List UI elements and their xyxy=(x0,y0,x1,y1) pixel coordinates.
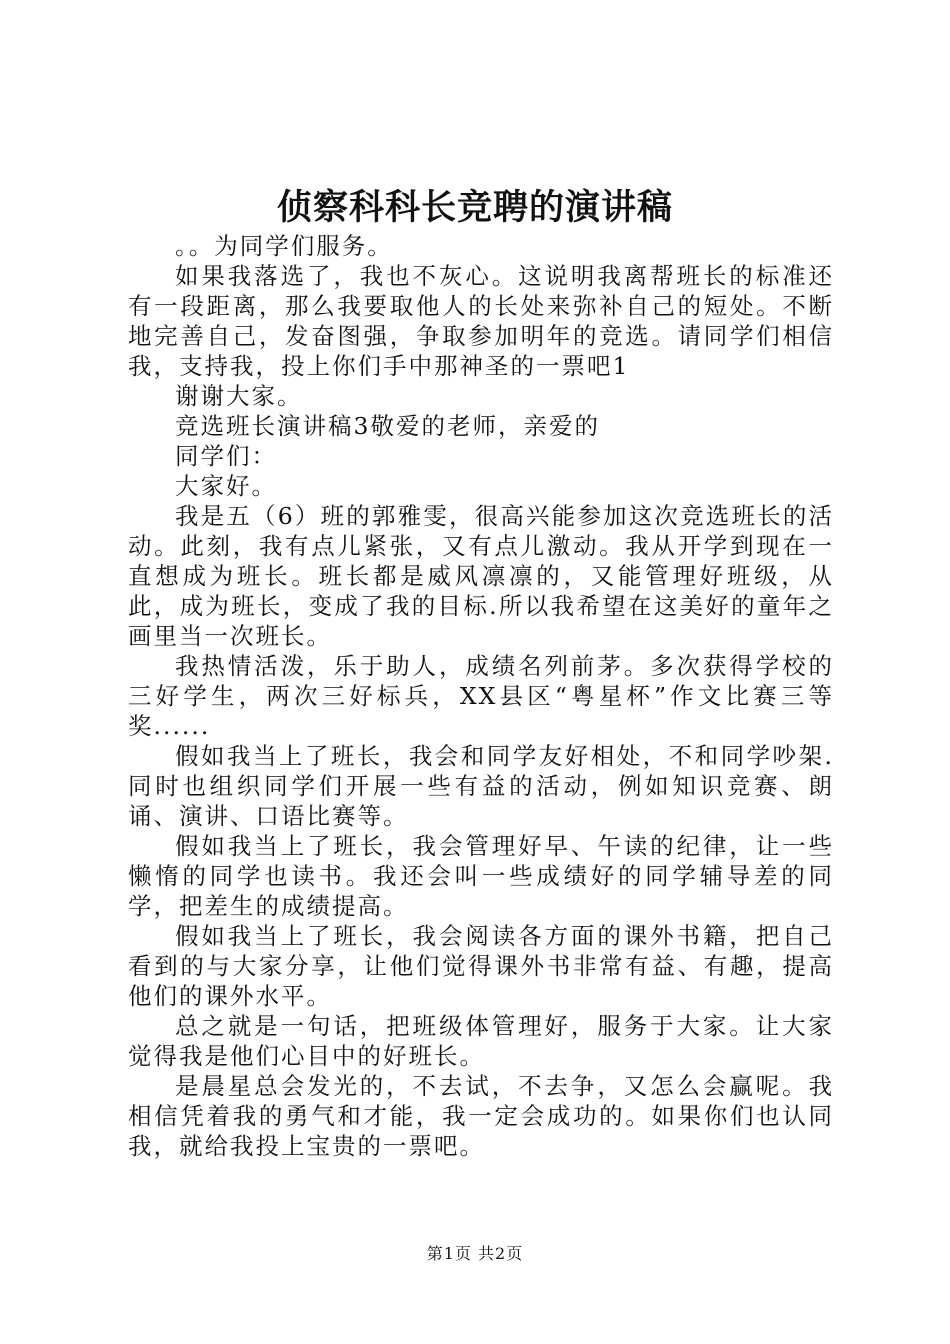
paragraph: 我热情活泼，乐于助人，成绩名列前茅。多次获得学校的三好学生，两次三好标兵，XX县区“粤星杯”作文比赛三等奖...... xyxy=(128,652,834,740)
document-body xyxy=(128,231,834,1161)
paragraph: 假如我当上了班长，我会管理好早、午读的纪律，让一些懒惰的同学也读书。我还会叫一些成绩好的同学辅导差的同学，把差生的成绩提高。 xyxy=(128,832,834,920)
paragraph: 假如我当上了班长，我会和同学友好相处，不和同学吵架.同时也组织同学们开展一些有益的活动，例如知识竞赛、朗诵、演讲、口语比赛等。 xyxy=(128,742,834,830)
paragraph: 同学们： xyxy=(175,442,277,470)
paragraph: 谢谢大家。 xyxy=(175,382,303,410)
paragraph: 大家好。 xyxy=(175,472,277,500)
page-title: 侦察科科长竞聘的演讲稿 xyxy=(276,187,673,228)
paragraph: 竞选班长演讲稿3敬爱的老师，亲爱的 xyxy=(175,412,600,440)
paragraph: 我是五（6）班的郭雅雯，很高兴能参加这次竞选班长的活动。此刻，我有点儿紧张，又有点儿激动。我从开学到现在一直想成为班长。班长都是威风凛凛的，又能管理好班级，从此，成为班长，变成了我的目标.所以我希望在这美好的童年之画里当一次班长。 xyxy=(128,502,834,650)
paragraph: 。。为同学们服务。 xyxy=(175,232,393,260)
paragraph: 是晨星总会发光的，不去试，不去争，又怎么会赢呢。我相信凭着我的勇气和才能，我一定会成功的。如果你们也认同我，就给我投上宝贵的一票吧。 xyxy=(128,1072,834,1160)
paragraph: 如果我落选了，我也不灰心。这说明我离帮班长的标准还有一段距离，那么我要取他人的长处来弥补自己的短处。不断地完善自己，发奋图强，争取参加明年的竞选。请同学们相信我，支持我，投上你们手中那神圣的一票吧1 xyxy=(128,262,834,380)
paragraph: 假如我当上了班长，我会阅读各方面的课外书籍，把自己看到的与大家分享，让他们觉得课外书非常有益、有趣，提高他们的课外水平。 xyxy=(128,922,834,1010)
paragraph: 总之就是一句话，把班级体管理好，服务于大家。让大家觉得我是他们心目中的好班长。 xyxy=(128,1012,834,1070)
page-number-footer: 第1页 共2页 xyxy=(426,1244,524,1263)
